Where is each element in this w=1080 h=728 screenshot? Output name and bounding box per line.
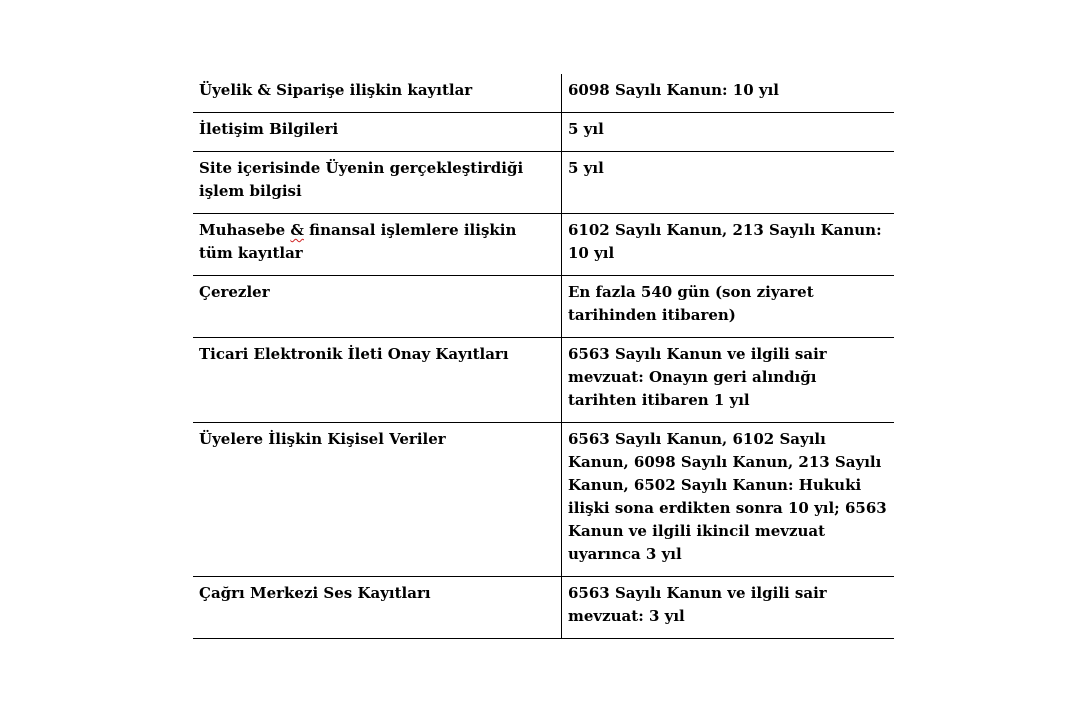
category-cell: Ticari Elektronik İleti Onay Kayıtları xyxy=(193,338,562,423)
period-cell: 6563 Sayılı Kanun, 6102 Sayılı Kanun, 6098 Sayılı Kanun, 213 Sayılı Kanun, 6502 Sayılı Kanun: Hukuki ilişki sona erdikten sonra 10 yıl; 6563 Kanun ve ilgili ikincil mevzuat uyarınca 3 yıl xyxy=(562,423,895,577)
period-cell: 6098 Sayılı Kanun: 10 yıl xyxy=(562,74,895,113)
category-cell: Çerezler xyxy=(193,276,562,338)
category-cell: Üyelere İlişkin Kişisel Veriler xyxy=(193,423,562,577)
table-row xyxy=(193,577,894,639)
spellcheck-ampersand: & xyxy=(290,221,304,239)
table-row xyxy=(193,276,894,338)
table-row xyxy=(193,214,894,276)
table-row xyxy=(193,152,894,214)
table-row xyxy=(193,338,894,423)
category-cell xyxy=(193,214,562,276)
period-cell: 6563 Sayılı Kanun ve ilgili sair mevzuat: Onayın geri alındığı tarihten itibaren 1 yıl xyxy=(562,338,895,423)
category-text-start: Muhasebe xyxy=(199,221,291,239)
period-cell: 6102 Sayılı Kanun, 213 Sayılı Kanun: 10 yıl xyxy=(562,214,895,276)
table-row xyxy=(193,74,894,113)
table-row xyxy=(193,113,894,152)
period-cell: 5 yıl xyxy=(562,152,895,214)
period-cell: 5 yıl xyxy=(562,113,895,152)
period-cell: En fazla 540 gün (son ziyaret tarihinden itibaren) xyxy=(562,276,895,338)
period-cell: 6563 Sayılı Kanun ve ilgili sair mevzuat: 3 yıl xyxy=(562,577,895,639)
category-cell: İletişim Bilgileri xyxy=(193,113,562,152)
category-cell: Çağrı Merkezi Ses Kayıtları xyxy=(193,577,562,639)
table-row xyxy=(193,423,894,577)
category-cell: Üyelik & Siparişe ilişkin kayıtlar xyxy=(193,74,562,113)
category-text-end: finansal işlemlere ilişkin tüm kayıtlar xyxy=(199,221,517,262)
category-cell: Site içerisinde Üyenin gerçekleştirdiği işlem bilgisi xyxy=(193,152,562,214)
retention-table xyxy=(193,74,894,639)
